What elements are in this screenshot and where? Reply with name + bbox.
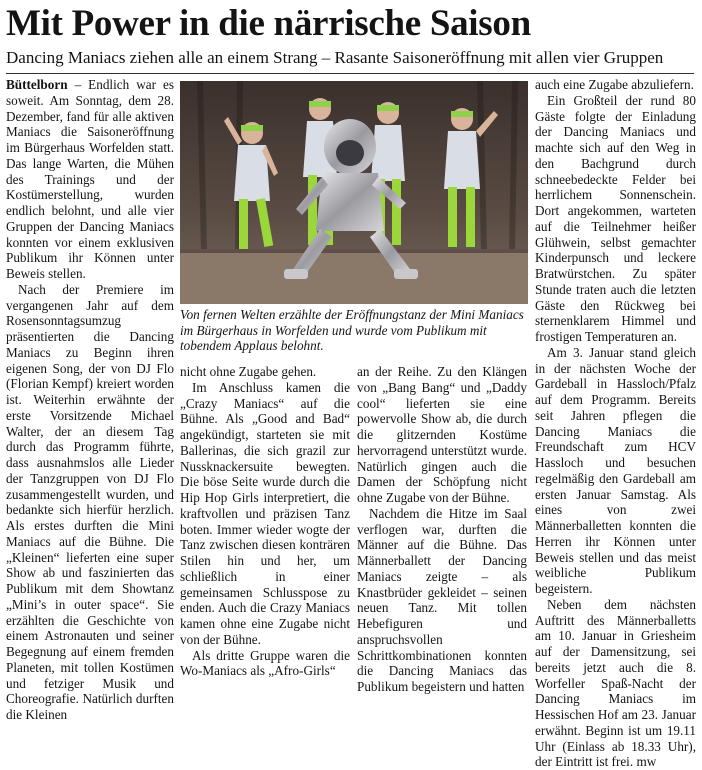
article-photo [180, 81, 528, 304]
paragraph: Ein Großteil der rund 80 Gäste folgte der Einladung der Dancing Maniacs und machte sich auf den Weg in den Bachgrund durch schneebedeckte Felder bei herrlichem Sonnenschein. Dort angekommen, warteten auf die Teilnehmer heißer Glühwein, selbst gemachter Kinderpunsch und leckere Bratwürstchen. Zu später Stunde traten auch die letzten Gäste den Rückweg bei sternenklarem Himmel und frostigen Temperaturen an. [535, 92, 696, 344]
article-column-1 [6, 77, 174, 723]
article-column-2 [180, 364, 350, 679]
photo-caption: Von fernen Welten erzählte der Eröffnungstanz der Mini Maniacs im Bürgerhaus in Worfelden und wurde vom Publikum mit tobendem Applaus belohnt. [180, 307, 524, 353]
dancers-photo-illustration [180, 81, 528, 304]
paragraph [6, 77, 174, 282]
paragraph: Als dritte Gruppe waren die Wo-Maniacs als „Afro-Girls“ [180, 647, 350, 679]
article-column-3 [357, 364, 527, 695]
paragraph: Am 3. Januar stand gleich in der nächsten Woche der Gardeball in Hassloch/Pfalz auf dem Programm. Bereits seit Jahren pflegen die Dancing Maniacs die Freundschaft zum HCV Hassloch und besuchen regelmäßig den Gardeball am ersten Januar Samstag. Als eines von zwei Männerballetten konnten die Herren ihr Können unter Beweis stellen und das meist weibliche Publikum begeistern. [535, 344, 696, 596]
subheadline: Dancing Maniacs ziehen alle an einem Strang – Rasante Saisoneröffnung mit allen vier Gruppen [6, 48, 664, 67]
paragraph: auch eine Zugabe abzuliefern. [535, 77, 694, 92]
paragraph: Nachdem die Hitze im Saal verflogen war, durften die Männer auf die Bühne. Das Männerballett der Dancing Maniacs zeigte – als Knastbrüder gekleidet – seinen neuen Tanz. Mit tollen Hebefiguren und anspruchsvollen Schrittkombinationen konnten die Dancing Maniacs das Publikum begeistern und hatten [357, 505, 527, 694]
author-signature: mw [636, 754, 657, 770]
divider [6, 73, 694, 74]
dateline: Büttelborn [6, 77, 68, 92]
paragraph: Im Anschluss kamen die „Crazy Maniacs“ auf die Bühne. Als „Good and Bad“ angekündigt, starteten sie mit Ballerinas, die sich grazil zur Nussknackersuite bewegten. Die böse Seite wurde durch die Hip Hop Girls interpretiert, die kraftvollen und präzisen Tanz boten. Immer wieder wogte der Tanz zwischen diesen konträren Stilen hin und her, um schließlich in einer gemeinsamen Schlusspose zu enden. Auch die Crazy Maniacs kamen ohne eine Zugabe nicht von der Bühne. [180, 379, 350, 647]
paragraph-text: Neben dem nächsten Auftritt des Männerballetts am 10. Januar in Griesheim auf der Damensitzung, sei bereits jetzt auch die 8. Worfeller Spaß-Nacht der Dancing Maniacs im Hessischen Hof am 23. Januar erwähnt. Beginn ist um 19.11 Uhr (Einlass ab 18.33 Uhr), der Eintritt ist frei. [535, 596, 696, 770]
paragraph: nicht ohne Zugabe gehen. [180, 364, 317, 379]
paragraph: Nach der Premiere im vergangenen Jahr auf dem Rosensonntagsumzug präsentierten die Dancing Maniacs zu Beginn ihren eigenen Song, der von DJ Flo (Florian Kempf) kreiert worden ist. Weiterhin erwähnte der erste Vorsitzende Michael Walter, der an diesem Tag durch das Programm führte, dass ausnahmslos alle Lieder der Tanzgruppen von DJ Flo zusammengestellt wurden, und bedankte sich hierfür herzlich. Als erstes durften die Mini Maniacs auf die Bühne. Die „Kleinen“ lieferten eine super Show ab und faszinierten das Publikum mit dem Showtanz „Mini’s in outer space“. Sie erzählten die Geschichte von einem Astronauten und seiner Begegnung auf einem fremden Planeten, mit tollen Kostümen und fetziger Musik und Choreografie. Natürlich durften die Kleinen [6, 281, 174, 722]
article-column-4 [535, 77, 696, 770]
paragraph [535, 597, 696, 770]
paragraph: an der Reihe. Zu den Klängen von „Bang Bang“ und „Daddy cool“ lieferten sie eine powervolle Show ab, die durch die glitzernden Kostüme hervorragend unterstützt wurde. Natürlich gingen auch die Damen der Schöpfung nicht ohne Zugabe von der Bühne. [357, 364, 527, 505]
headline: Mit Power in die närrische Saison [6, 3, 531, 44]
paragraph-text: – Endlich war es soweit. Am Sonntag, dem 28. Dezember, fand für alle aktiven Maniacs die Saisoneröffnung im Bürgerhaus Worfelden statt. Das lange Warten, die Mühen des Trainings und der Kostümerstellung, wurden endlich belohnt, und alle vier Gruppen der Dancing Maniacs konnten vor einem exklusiven Publikum ihr Können unter Beweis stellen. [6, 77, 174, 281]
